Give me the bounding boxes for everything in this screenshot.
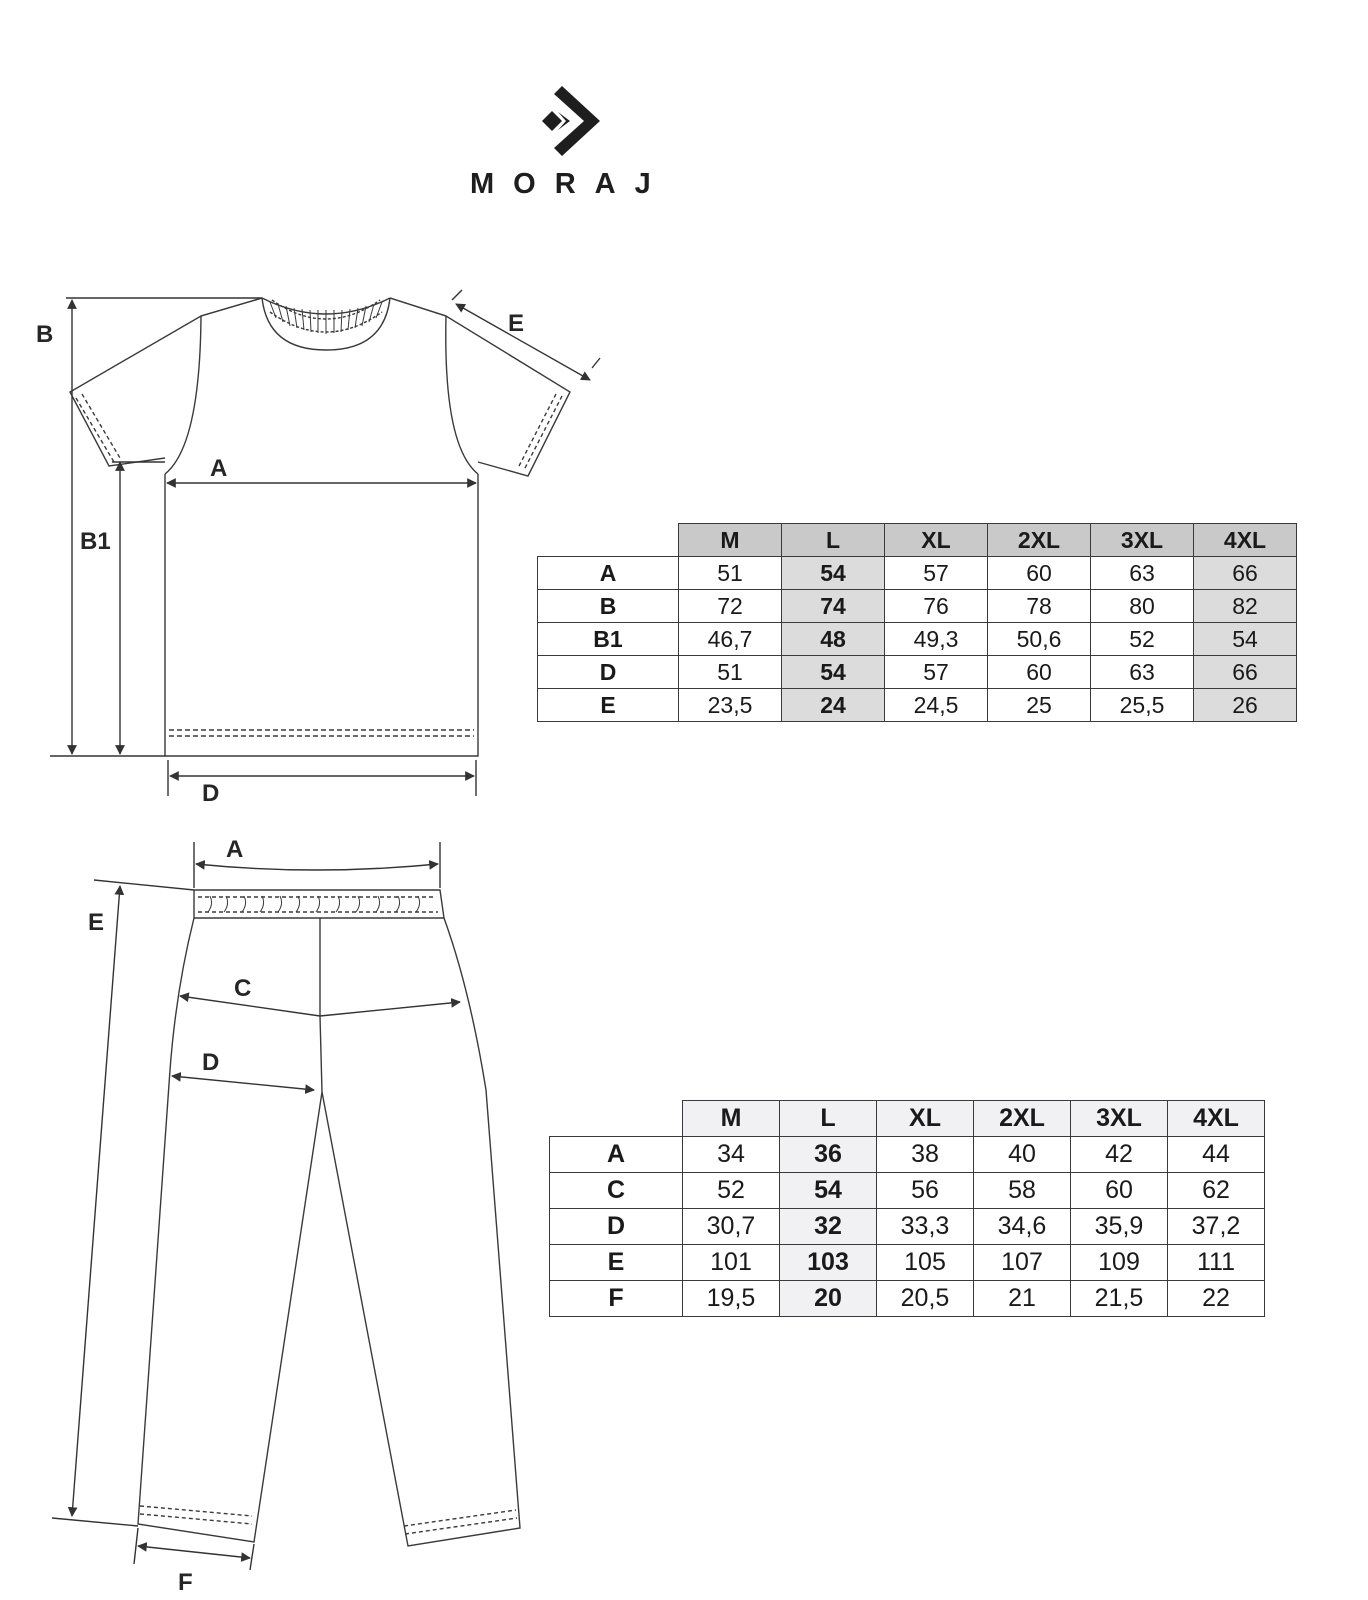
pants-label-e: E — [88, 909, 105, 936]
table-cell: 111 — [1168, 1245, 1265, 1281]
size-col-4xl: 4XL — [1168, 1101, 1265, 1137]
table-row — [550, 1209, 1265, 1245]
brand-name: MORAJ — [470, 168, 670, 200]
table-cell: 72 — [679, 590, 782, 623]
table-cell: 56 — [877, 1173, 974, 1209]
table-cell: 48 — [782, 623, 885, 656]
pants-label-f: F — [178, 1569, 193, 1596]
row-label: D — [550, 1209, 683, 1245]
pants-label-a: A — [226, 836, 244, 863]
table-cell: 66 — [1194, 656, 1297, 689]
table-corner — [538, 524, 679, 557]
table-cell: 103 — [780, 1245, 877, 1281]
table-cell: 107 — [974, 1245, 1071, 1281]
table-cell: 25,5 — [1091, 689, 1194, 722]
size-col-3xl: 3XL — [1091, 524, 1194, 557]
table-row — [538, 656, 1297, 689]
table-cell: 52 — [683, 1173, 780, 1209]
table-cell: 60 — [988, 557, 1091, 590]
table-cell: 42 — [1071, 1137, 1168, 1173]
tshirt-drawing — [70, 298, 570, 756]
table-cell: 40 — [974, 1137, 1071, 1173]
table-cell: 60 — [988, 656, 1091, 689]
table-cell: 19,5 — [683, 1281, 780, 1317]
table-cell: 51 — [679, 557, 782, 590]
table-cell: 101 — [683, 1245, 780, 1281]
size-col-xl: XL — [877, 1101, 974, 1137]
table-cell: 105 — [877, 1245, 974, 1281]
size-col-2xl: 2XL — [974, 1101, 1071, 1137]
table-cell: 54 — [782, 656, 885, 689]
table-cell: 24 — [782, 689, 885, 722]
table-row — [538, 689, 1297, 722]
table-cell: 35,9 — [1071, 1209, 1168, 1245]
shirt-label-b1: B1 — [80, 528, 111, 555]
table-cell: 26 — [1194, 689, 1297, 722]
size-col-m: M — [683, 1101, 780, 1137]
row-label: A — [538, 557, 679, 590]
table-cell: 24,5 — [885, 689, 988, 722]
table-cell: 52 — [1091, 623, 1194, 656]
table-cell: 36 — [780, 1137, 877, 1173]
table-cell: 34,6 — [974, 1209, 1071, 1245]
table-cell: 109 — [1071, 1245, 1168, 1281]
table-cell: 50,6 — [988, 623, 1091, 656]
size-col-4xl: 4XL — [1194, 524, 1297, 557]
table-cell: 78 — [988, 590, 1091, 623]
table-cell: 58 — [974, 1173, 1071, 1209]
table-cell: 82 — [1194, 590, 1297, 623]
size-col-l: L — [780, 1101, 877, 1137]
table-cell: 21,5 — [1071, 1281, 1168, 1317]
table-cell: 25 — [988, 689, 1091, 722]
table-cell: 54 — [1194, 623, 1297, 656]
size-col-2xl: 2XL — [988, 524, 1091, 557]
table-cell: 23,5 — [679, 689, 782, 722]
shirt-label-e: E — [508, 310, 525, 337]
table-cell: 37,2 — [1168, 1209, 1265, 1245]
row-label: D — [538, 656, 679, 689]
table-cell: 46,7 — [679, 623, 782, 656]
pants-size-table — [549, 1100, 1265, 1317]
shirt-label-d: D — [202, 780, 220, 807]
table-cell: 22 — [1168, 1281, 1265, 1317]
row-label: E — [550, 1245, 683, 1281]
table-cell: 54 — [782, 557, 885, 590]
pants-label-d: D — [202, 1049, 220, 1076]
table-cell: 44 — [1168, 1137, 1265, 1173]
table-row — [538, 590, 1297, 623]
table-cell: 34 — [683, 1137, 780, 1173]
table-cell: 21 — [974, 1281, 1071, 1317]
table-row — [550, 1173, 1265, 1209]
table-cell: 76 — [885, 590, 988, 623]
table-cell: 20 — [780, 1281, 877, 1317]
pants-label-c: C — [234, 975, 252, 1002]
table-row — [538, 557, 1297, 590]
row-label: B1 — [538, 623, 679, 656]
table-cell: 60 — [1071, 1173, 1168, 1209]
table-header-row — [538, 524, 1297, 557]
table-row — [538, 623, 1297, 656]
row-label: C — [550, 1173, 683, 1209]
row-label: B — [538, 590, 679, 623]
pants-drawing — [138, 890, 520, 1546]
table-cell: 63 — [1091, 557, 1194, 590]
size-col-m: M — [679, 524, 782, 557]
table-cell: 54 — [780, 1173, 877, 1209]
row-label: E — [538, 689, 679, 722]
size-col-l: L — [782, 524, 885, 557]
table-cell: 20,5 — [877, 1281, 974, 1317]
table-cell: 51 — [679, 656, 782, 689]
table-cell: 30,7 — [683, 1209, 780, 1245]
size-col-3xl: 3XL — [1071, 1101, 1168, 1137]
row-label: A — [550, 1137, 683, 1173]
table-cell: 57 — [885, 557, 988, 590]
size-col-xl: XL — [885, 524, 988, 557]
table-header-row — [550, 1101, 1265, 1137]
shirt-label-a: A — [210, 455, 228, 482]
table-cell: 66 — [1194, 557, 1297, 590]
table-cell: 62 — [1168, 1173, 1265, 1209]
table-cell: 38 — [877, 1137, 974, 1173]
table-row — [550, 1245, 1265, 1281]
row-label: F — [550, 1281, 683, 1317]
table-cell: 33,3 — [877, 1209, 974, 1245]
table-cell: 49,3 — [885, 623, 988, 656]
table-cell: 32 — [780, 1209, 877, 1245]
table-row — [550, 1137, 1265, 1173]
table-row — [550, 1281, 1265, 1317]
shirt-label-b: B — [36, 321, 54, 348]
table-cell: 74 — [782, 590, 885, 623]
table-corner — [550, 1101, 683, 1137]
table-cell: 63 — [1091, 656, 1194, 689]
shirt-size-table — [537, 523, 1297, 722]
table-cell: 57 — [885, 656, 988, 689]
table-cell: 80 — [1091, 590, 1194, 623]
